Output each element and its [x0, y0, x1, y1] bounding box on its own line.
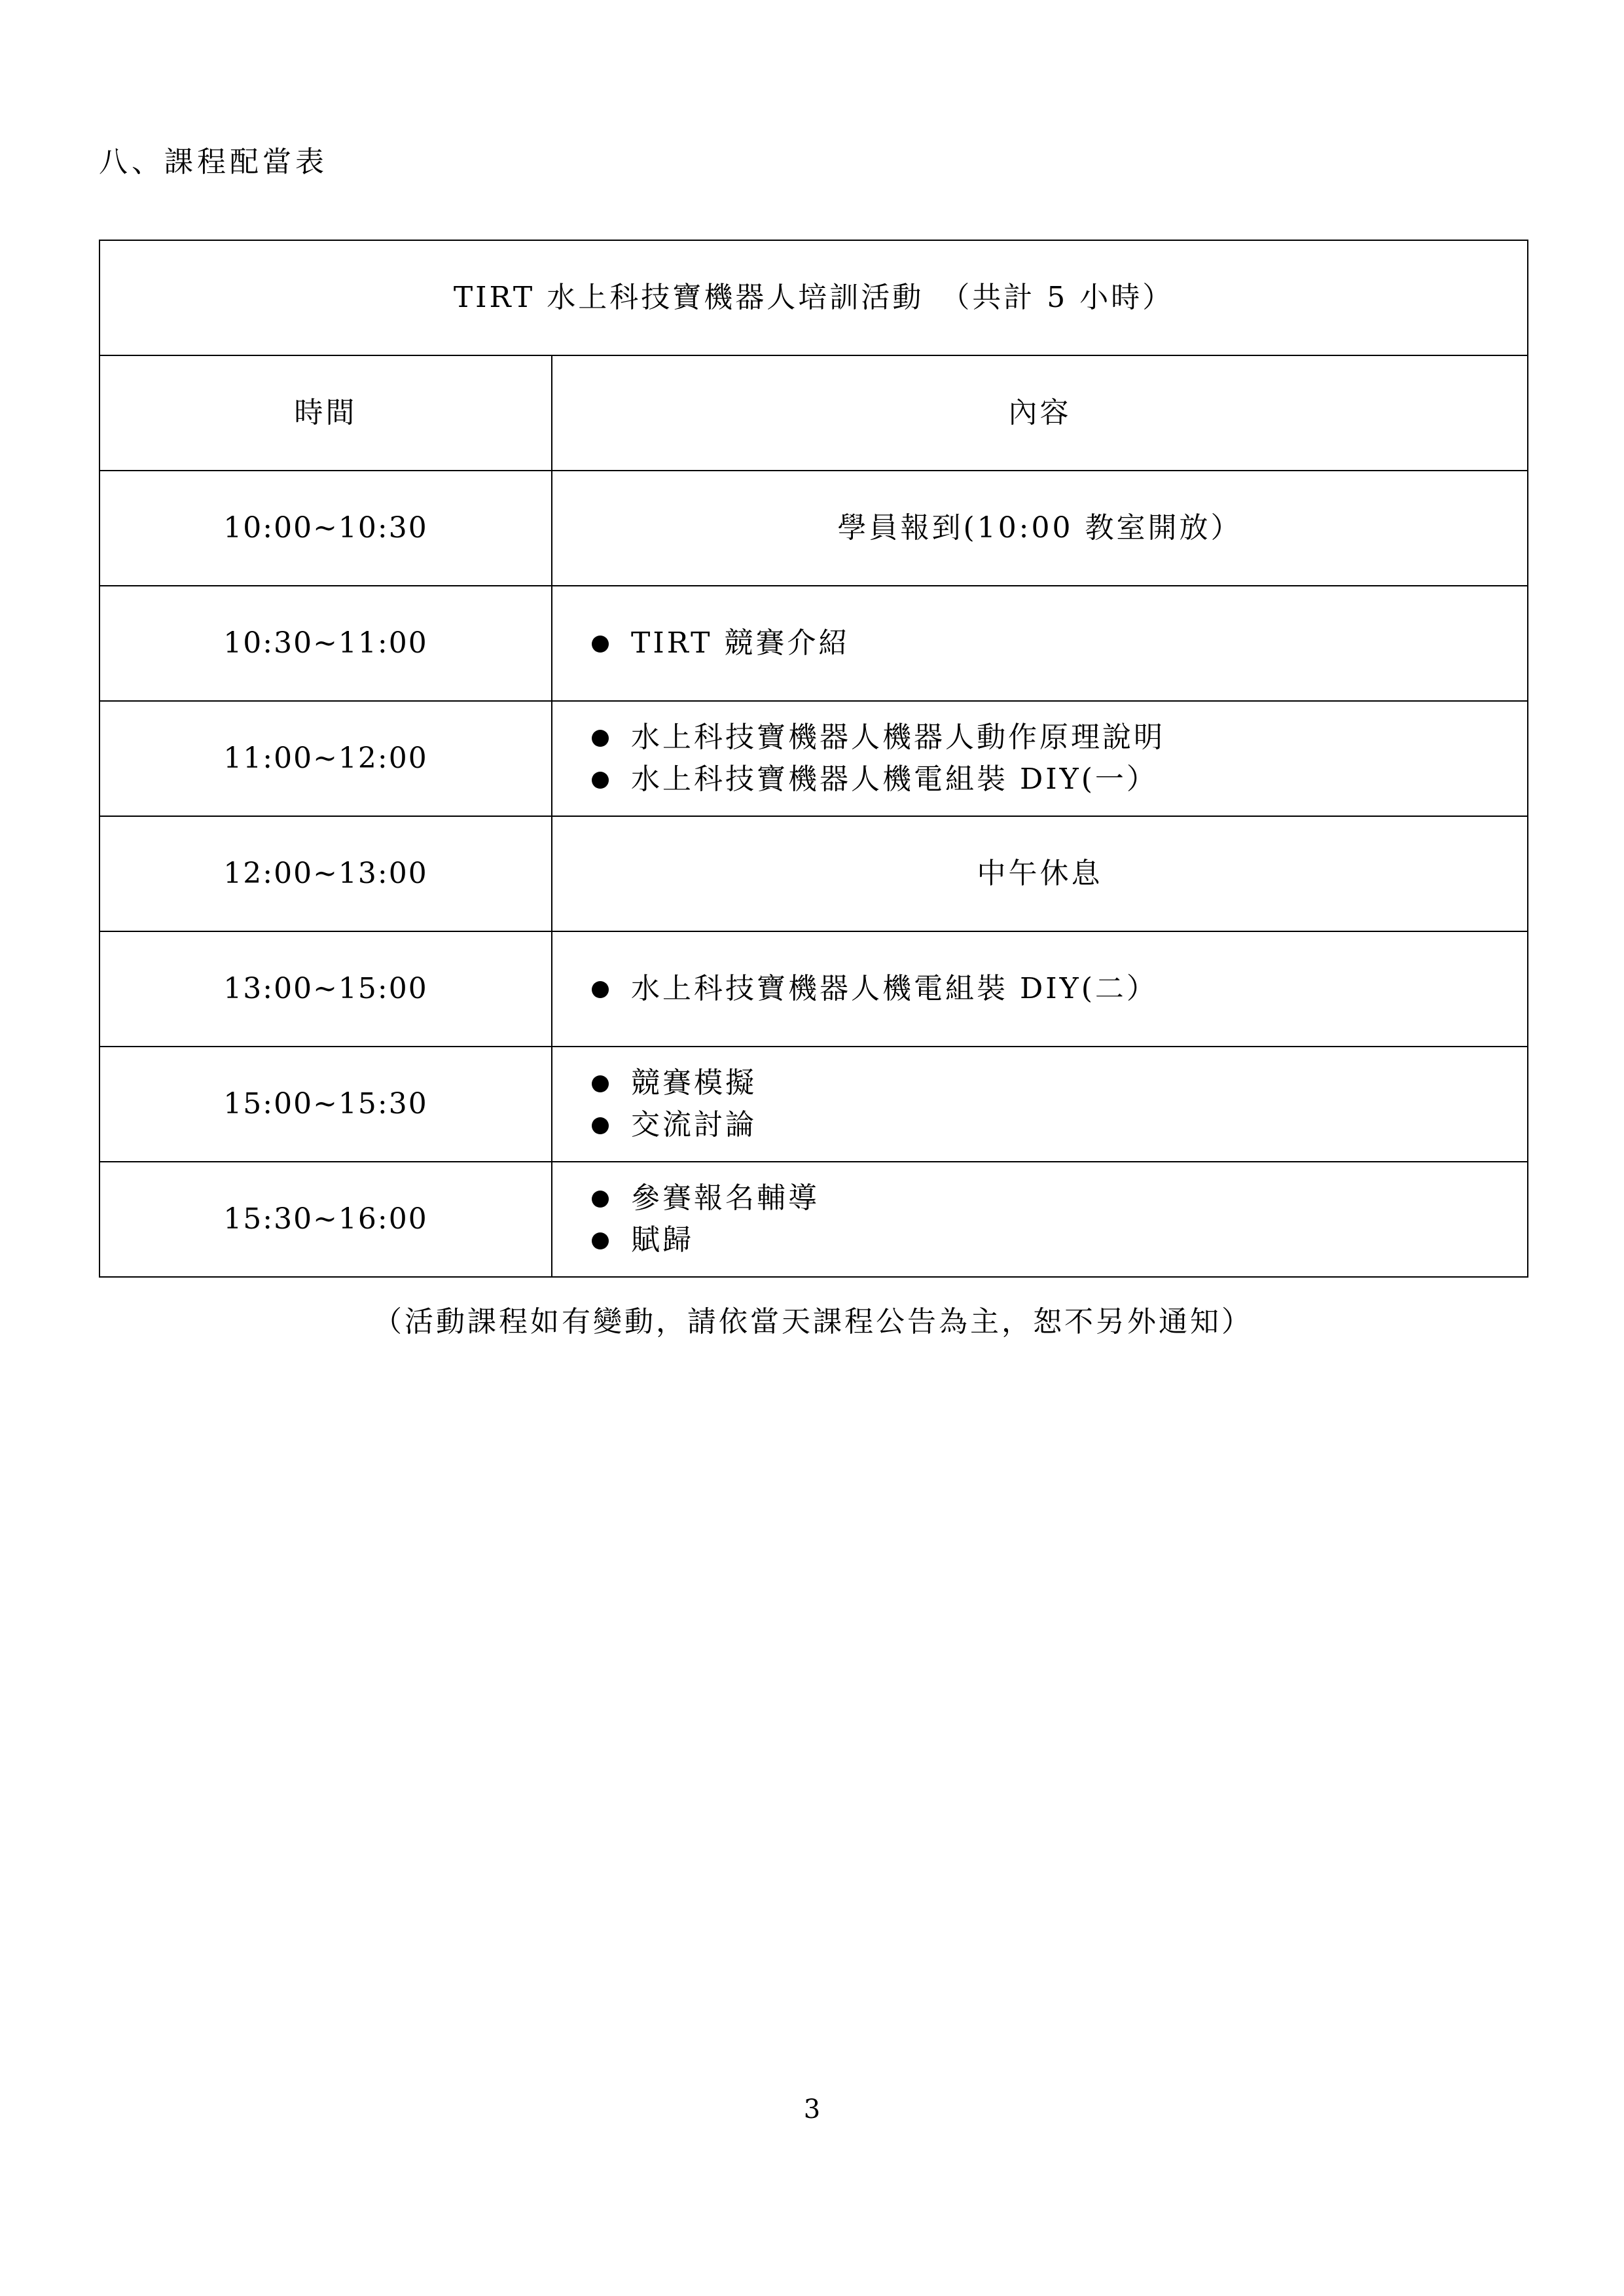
bullet-icon: [592, 1075, 609, 1092]
bullet-list: [592, 968, 1527, 1010]
content-cell: 中午休息: [552, 816, 1528, 931]
header-time: 時間: [99, 355, 552, 471]
table-row: [99, 471, 1528, 586]
list-item-text: 參賽報名輔導: [631, 1181, 820, 1215]
time-cell: 13:00~15:00: [99, 931, 552, 1047]
content-cell: [552, 931, 1528, 1047]
table-title-row: [99, 240, 1528, 355]
table-row: [99, 586, 1528, 701]
list-item-text: 水上科技寶機器人機電組裝 DIY(一）: [631, 762, 1158, 796]
bullet-icon: [592, 1117, 609, 1134]
schedule-table: [99, 240, 1528, 1278]
list-item-text: 交流討論: [631, 1108, 757, 1141]
list-item: [592, 968, 1527, 1010]
list-item: [592, 1104, 1527, 1146]
list-item: [592, 1062, 1527, 1104]
table-row: [99, 1162, 1528, 1277]
table-row: [99, 701, 1528, 816]
list-item: [592, 717, 1527, 759]
list-item: [592, 759, 1527, 800]
bullet-icon: [592, 772, 609, 789]
list-item-text: 水上科技寶機器人機電組裝 DIY(二）: [631, 972, 1158, 1005]
bullet-icon: [592, 730, 609, 747]
content-cell: [552, 1162, 1528, 1277]
time-cell: 12:00~13:00: [99, 816, 552, 931]
bullet-icon: [592, 636, 609, 653]
table-row: [99, 1047, 1528, 1162]
bullet-list: [592, 622, 1527, 664]
time-cell: 11:00~12:00: [99, 701, 552, 816]
bullet-icon: [592, 1232, 609, 1249]
bullet-icon: [592, 1191, 609, 1208]
list-item: [592, 622, 1527, 664]
section-heading: 八、課程配當表: [99, 145, 328, 179]
time-cell: 10:00~10:30: [99, 471, 552, 586]
bullet-list: [592, 717, 1527, 800]
bullet-list: [592, 1062, 1527, 1146]
table-row: [99, 931, 1528, 1047]
list-item-text: 競賽模擬: [631, 1066, 757, 1100]
bullet-list: [592, 1177, 1527, 1261]
table-header-row: [99, 355, 1528, 471]
list-item: [592, 1219, 1527, 1261]
content-cell: [552, 586, 1528, 701]
list-item-text: 賦歸: [631, 1223, 694, 1257]
bullet-icon: [592, 981, 609, 998]
content-cell: [552, 701, 1528, 816]
list-item: [592, 1177, 1527, 1219]
content-cell: 學員報到(10:00 教室開放）: [552, 471, 1528, 586]
time-cell: 10:30~11:00: [99, 586, 552, 701]
page-number: 3: [803, 2094, 821, 2125]
list-item-text: 水上科技寶機器人機器人動作原理說明: [631, 721, 1165, 754]
table-title: TIRT 水上科技寶機器人培訓活動 （共計 5 小時）: [99, 240, 1528, 355]
footnote: （活動課程如有變動，請依當天課程公告為主，恕不另外通知）: [373, 1305, 1253, 1338]
list-item-text: TIRT 競賽介紹: [631, 626, 850, 660]
table-row: [99, 816, 1528, 931]
header-content: 內容: [552, 355, 1528, 471]
time-cell: 15:30~16:00: [99, 1162, 552, 1277]
content-cell: [552, 1047, 1528, 1162]
time-cell: 15:00~15:30: [99, 1047, 552, 1162]
